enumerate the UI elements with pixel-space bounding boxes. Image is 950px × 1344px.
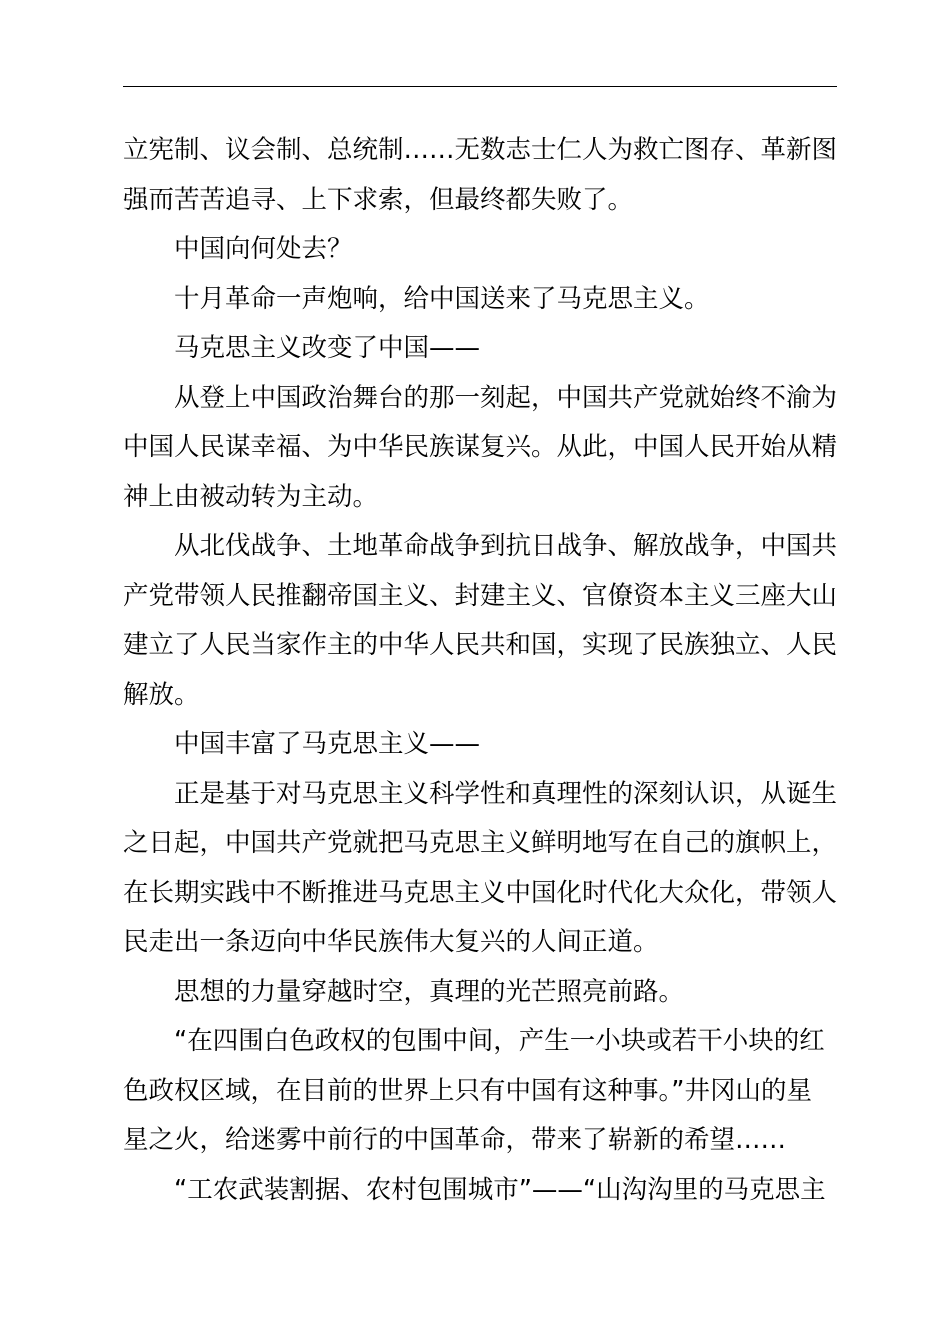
text-line: 色政权区域，在目前的世界上只有中国有这种事。”井冈山的星 [123, 1075, 812, 1106]
text-line: 中国人民谋幸福、为中华民族谋复兴。从此，中国人民开始从精 [123, 432, 837, 462]
text-line: 星之火，给迷雾中前行的中国革命，带来了崭新的希望…… [123, 1125, 787, 1155]
text-line: 民走出一条迈向中华民族伟大复兴的人间正道。 [123, 927, 659, 957]
text-line: 建立了人民当家作主的中华人民共和国，实现了民族独立、人民 [123, 630, 837, 660]
paragraph-line: 十月革命一声炮响，给中国送来了马克思主义。 [174, 283, 710, 314]
document-body [123, 126, 837, 1215]
paragraph-line: 思想的力量穿越时空，真理的光芒照亮前路。 [174, 976, 685, 1007]
header-rule [123, 86, 837, 87]
text-line: 之日起，中国共产党就把马克思主义鲜明地写在自己的旗帜上， [123, 828, 837, 858]
paragraph-line: 马克思主义改变了中国—— [174, 333, 481, 363]
text-line: 神上由被动转为主动。 [123, 481, 379, 512]
paragraph-line: 正是基于对马克思主义科学性和真理性的深刻认识，从诞生 [174, 778, 837, 809]
paragraph-line: 从北伐战争、土地革命战争到抗日战争、解放战争，中国共 [174, 531, 837, 561]
text-line: 立宪制、议会制、总统制……无数志士仁人为救亡图存、革新图 [123, 135, 837, 165]
paragraph-line: “工农武装割据、农村包围城市”——“山沟沟里的马克思主 [174, 1174, 826, 1205]
paragraph-line: 从登上中国政治舞台的那一刻起，中国共产党就始终不渝为 [174, 382, 837, 413]
text-line: 强而苦苦追寻、上下求索，但最终都失败了。 [123, 184, 634, 215]
text-line: 在长期实践中不断推进马克思主义中国化时代化大众化，带领人 [123, 877, 837, 908]
paragraph-line: “在四围白色政权的包围中间，产生一小块或若干小块的红 [174, 1026, 825, 1056]
paragraph-line: 中国丰富了马克思主义—— [174, 729, 481, 759]
text-line: 产党带领人民推翻帝国主义、封建主义、官僚资本主义三座大山 [123, 580, 837, 611]
text-line: 解放。 [123, 679, 200, 710]
paragraph-line: 中国向何处去？ [174, 234, 353, 264]
